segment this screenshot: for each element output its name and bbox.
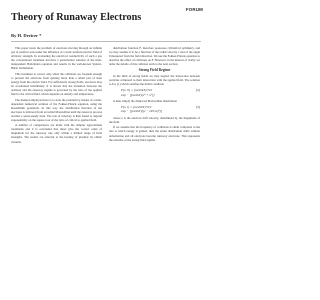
left-paragraph: This treatment is correct only when the collisions are frequent enough to prevent the electrons from gaining more than a small part of their energy from the electric field. For sufficiently strong fields, electrons may be accelerated indefinitely. It is shown that the transition between the ordinary and the runaway regime is governed by the ratio of the applied field to the critical field, which depends on density and temperature. [11, 71, 102, 97]
equation-rhs: exp − [(m/2kT)((v − eEt/m)²)] [121, 109, 162, 114]
left-paragraph: A number of comparisons are made with the simpler approximate treatments and it is concluded that these give the correct order of magnitude for the runaway rate only within a limited range of field strengths. The results are relevant to the heating of plasmas by ohmic currents. [11, 123, 102, 144]
left-paragraph: This paper treats the problem of electrons moving through an infinite gas of positive ions under the influence of a static uniform electric field of arbitrary strength. In evaluating the electrical conductivity of such a gas the conventional treatment involves a perturbation solution of the time-independent Boltzmann equation and results in the well-known Spitzer-Härm formulation. [11, 46, 102, 71]
equation-number: (2) [196, 87, 200, 92]
right-column [109, 46, 200, 143]
section-tag: FORUM [185, 7, 203, 12]
author-byline: By H. Dreicer * [11, 33, 42, 38]
right-paragraph: If we assume that the frequency of collisions is small compared to the rate at which energy is gained, then the entire distribution drifts without deformation and all electrons become runaway electrons. This represents the extreme of the strong field regime. [109, 125, 200, 142]
right-paragraph: distribution function F, therefore possesses cylindrical symmetry, and we may assume it to be a function of the radial velocity v and of the angle θ measured from the field direction. We use the Fokker-Planck equation to describe the effect of collisions on F. However, in the interest of clarity we defer the details of this collision term to the next section. [109, 46, 200, 67]
equation-number: (3) [196, 104, 200, 109]
left-column [11, 46, 102, 145]
equation-block [109, 88, 200, 97]
section-heading: Strong Field Regime [138, 68, 171, 73]
equation-lhs: F(v, t) = (m/2πkT)^3/2 [121, 104, 152, 109]
equation-block [109, 105, 200, 114]
right-paragraph: where e is the electron drift velocity, determined by the magnitude of the field. [109, 115, 200, 124]
equation-rhs: exp − [(m/2kT)(v² + u²)] [121, 92, 155, 97]
right-paragraph: is then simply the displaced Maxwellian distribution [113, 99, 177, 104]
right-paragraph: In the limit of strong fields we may neglect the interaction between particles compared to their interaction with the applied field. The solution to Eq. (1) which satisfies the initial condition [109, 74, 200, 87]
equation-lhs: F(v, 0) = (m/2πkT)^3/2 [121, 87, 153, 92]
title-divider [11, 41, 201, 42]
article-title: Theory of Runaway Electrons [11, 12, 142, 23]
left-paragraph: The method employed here is to treat the problem by means of a time-dependent numerical solution of the Fokker-Planck equation, using the Rosenbluth potentials. In this way the distribution function of the electrons is followed from an initial Maxwellian until the runaway process reaches a quasi-steady state. The rate of runaway is then found to depend exponentially on the square root of the ratio of critical to applied field. [11, 97, 102, 122]
